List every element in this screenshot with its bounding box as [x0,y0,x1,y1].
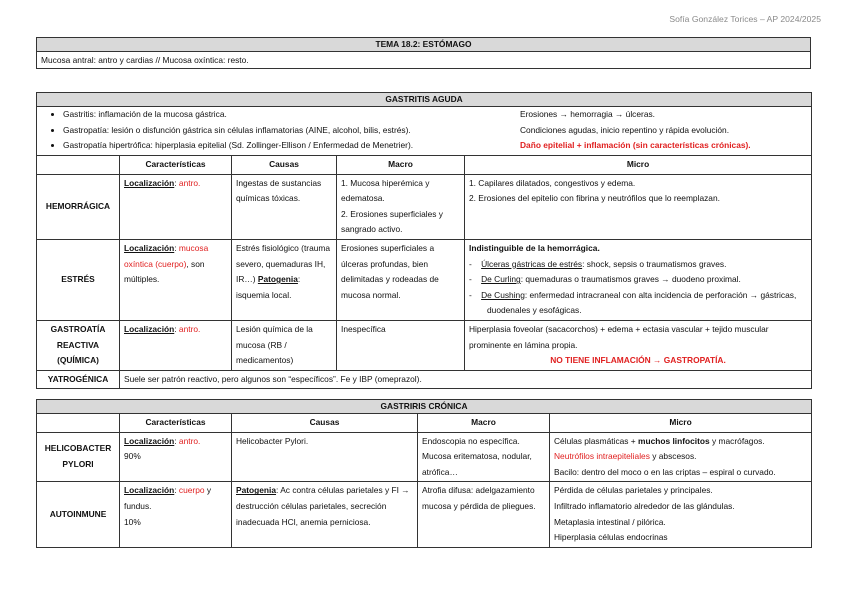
col-header: Macro [337,156,465,175]
author-note: Sofía González Torices – AP 2024/2025 [669,14,821,24]
micro-line: 1. Capilares dilatados, congestivos y edema. [469,177,636,188]
micro-item: - De Curling: quemaduras o traumatismos graves → duodeno proximal. [469,274,741,285]
loc-label: Localización [124,435,175,446]
micro-bold: muchos linfocitos [638,435,710,446]
causes-cell: Helicobacter Pylori. [232,432,418,482]
table-row [37,482,812,547]
definition-item: • Gastropatía: lesión o disfunción gástrica sin células inflamatorias (AINE, alcohol, bilis, estrés). [63,123,543,139]
macro-line: Mucosa eritematosa, nodular, atrófica… [422,451,532,477]
row-label: HEMORRÁGICA [37,174,120,239]
row-label: HELICOBACTER PYLORI [37,432,120,482]
loc-value: mucosa oxíntica (cuerpo) [124,242,209,269]
causes-cell: Ingestas de sustancias químicas tóxicas. [232,174,337,239]
loc-rest: , son múltiples. [124,258,205,285]
pathogenesis-label: Patogenia [236,485,277,496]
col-header: Micro [465,156,812,175]
corner-cell [37,414,120,433]
row-label: ESTRÉS [37,239,120,320]
characteristics-cell: Localización: cuerpo y fundus. 10% [120,482,232,547]
causes-text: Estrés fisiológico (trauma severo, quemaduras IH, IR…) [236,242,331,285]
characteristics-cell: Localización: mucosa oxíntica (cuerpo), son múltiples. [120,239,232,320]
col-header: Causas [232,414,418,433]
micro-line: 2. Erosiones del epitelio con fibrina y neutrófilos que lo reemplazan. [469,193,720,204]
table-row [37,239,812,320]
characteristics-cell: Localización: antro. 90% [120,432,232,482]
micro-item: - De Cushing: enfermedad intracraneal con alta incidencia de perforación → gástricas, duodenales y esofágicas. [469,289,797,316]
col-header: Características [120,156,232,175]
corner-cell [37,156,120,175]
definition-item: • Gastropatía hipertrófica: hiperplasia epitelial (Sd. Zollinger-Ellison / Enfermedad de Menetrier). [63,138,543,154]
characteristics-cell: Localización: antro. [120,320,232,370]
yatrogenic-note: Suele ser patrón reactivo, pero algunos son “específicos”. Fe y IBP (omeprazol). [120,370,812,389]
macro-line: 2. Erosiones superficiales y sangrado activo. [341,208,443,235]
loc-label: Localización [124,177,175,188]
macro-cell [337,174,465,239]
table-row [37,370,812,389]
col-header: Macro [418,414,550,433]
causes-cell [232,239,337,320]
percentage: 90% [124,451,141,462]
col-header: Características [120,414,232,433]
micro-item-label: Úlceras gástricas de estrés [481,258,583,269]
micro-item-label: De Cushing [481,289,525,300]
causes-cell: Lesión química de la mucosa (RB / medicamentos) [232,320,337,370]
col-header: Causas [232,156,337,175]
micro-line: Infiltrado inflamatorio alrededor de las glándulas. [554,500,735,511]
micro-text: Células plasmáticas + [554,435,639,446]
stomach-table [36,37,811,69]
micro-line: Metaplasia intestinal / pilórica. [554,516,666,527]
table-row [37,432,812,482]
macro-cell: Erosiones superficiales a úlceras profundas, bien delimitadas y rodeadas de mucosa normal. [337,239,465,320]
table-row [37,320,812,370]
micro-cell [465,320,812,370]
micro-item-text: : enfermedad intracraneal con alta incidencia de perforación → gástricas, duodenales y esofágicas. [487,289,797,316]
acute-notes [520,107,751,154]
micro-line: Hiperplasia células endocrinas [554,532,668,543]
micro-cell [465,239,812,320]
loc-rest: y fundus. [124,485,212,511]
micro-item-text: : quemaduras o traumatismos graves → duodeno proximal. [520,274,741,285]
percentage: 10% [124,516,141,527]
acute-intro [37,107,812,156]
note-item: Erosiones → hemorragia → úlceras. [520,109,655,119]
causes-text: : Ac contra células parietales y FI → destrucción células parietales, secreción inadecuada HCl, anemia perniciosa. [236,485,410,527]
row-label: YATROGÉNICA [37,370,120,389]
acute-title: GASTRITIS AGUDA [37,93,812,107]
note-item-highlight: Daño epitelial + inflamación (sin características crónicas). [520,140,751,150]
micro-cell [550,432,812,482]
micro-highlight: NO TIENE INFLAMACIÓN → GASTROPATÍA. [550,355,726,366]
micro-red: Neutrófilos intraepiteliales [554,451,650,462]
micro-line [554,434,807,450]
macro-line: 1. Mucosa hiperémica y edematosa. [341,177,430,204]
chronic-gastritis-table [36,399,812,548]
row-label: AUTOINMUNE [37,482,120,547]
causes-cell [232,482,418,547]
micro-item: - Úlceras gástricas de estrés: shock, sepsis o traumatismos graves. [469,258,727,269]
micro-text: y macrófagos. [709,435,765,446]
micro-cell [550,482,812,547]
loc-label: Localización [124,485,175,496]
stomach-title: TEMA 18.2: ESTÓMAGO [37,38,811,52]
micro-cell [465,174,812,239]
micro-line: Pérdida de células parietales y principales. [554,485,713,496]
definition-item: • Gastritis: inflamación de la mucosa gástrica. [63,107,543,123]
pathogenesis-text: : isquemia local. [236,274,301,300]
loc-value: cuerpo [178,485,205,496]
micro-head: Indistinguible de la hemorrágica. [469,242,600,253]
row-label: GASTROATÍA REACTIVA (QUÍMICA) [37,320,120,370]
mucosa-note: Mucosa antral: antro y cardias // Mucosa oxíntica: resto. [37,52,811,69]
micro-line: Bacilo: dentro del moco o en las criptas – espiral o curvado. [554,466,776,477]
chronic-title: GASTRIRIS CRÓNICA [37,400,812,414]
macro-cell: Atrofia difusa: adelgazamiento mucosa y pérdida de pliegues. [418,482,550,547]
loc-label: Localización [124,323,175,334]
micro-line [554,449,807,465]
loc-value: antro. [178,323,201,334]
acute-definitions [41,107,543,154]
micro-item-label: De Curling [481,274,521,285]
table-row [37,174,812,239]
micro-item-text: : shock, sepsis o traumatismos graves. [582,258,727,269]
pathogenesis-label: Patogenia [257,274,298,285]
loc-value: antro. [178,177,201,188]
acute-gastritis-table [36,92,812,389]
note-item: Condiciones agudas, inicio repentino y rápida evolución. [520,124,730,135]
macro-cell: Inespecífica [337,320,465,370]
macro-cell [418,432,550,482]
loc-label: Localización [124,242,175,253]
characteristics-cell: Localización: antro. [120,174,232,239]
micro-head-text: Indistinguible de la hemorrágica [469,242,598,253]
macro-line: Endoscopia no específica. [422,435,520,446]
col-header: Micro [550,414,812,433]
loc-value: antro. [178,435,201,446]
micro-text: Hiperplasia foveolar (sacacorchos) + edema + ectasia vascular + tejido muscular prominente en lámina propia. [469,323,769,350]
micro-text: y abscesos. [649,451,697,462]
